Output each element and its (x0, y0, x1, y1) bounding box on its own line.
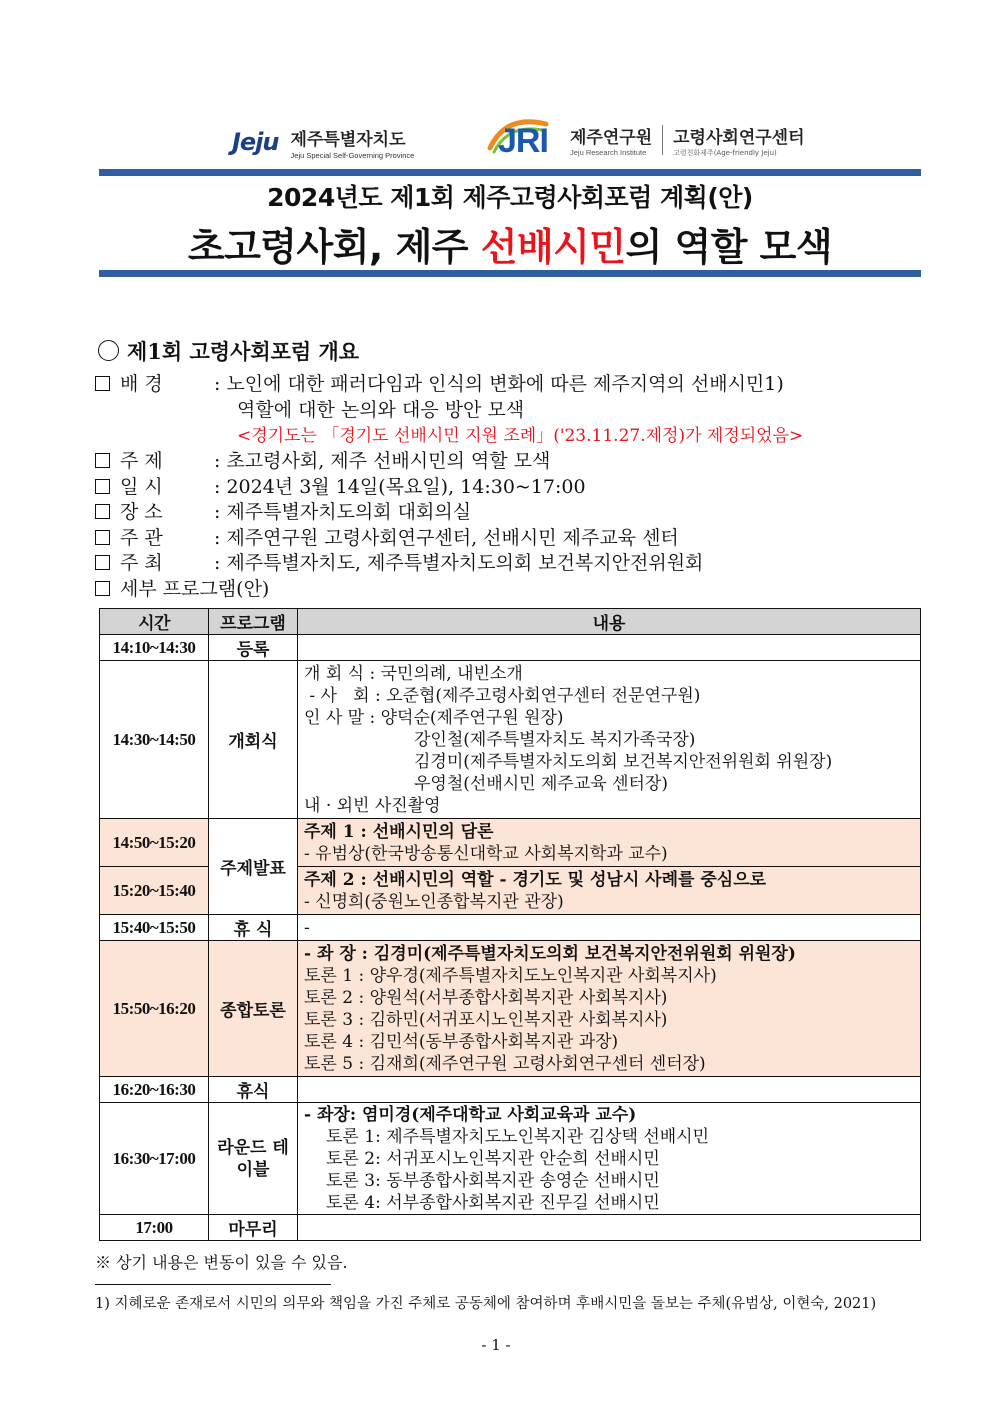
content-line: 토론 1: 제주특별자치도노인복지관 김상택 선배시민 (326, 1126, 710, 1147)
time-cell: 16:30~17:00 (100, 1103, 209, 1215)
program-cell: 주제발표 (209, 819, 298, 915)
table-row (100, 1215, 921, 1241)
time-cell: 14:30~14:50 (100, 661, 209, 819)
checkbox-square-icon (95, 376, 110, 391)
title-part-b: 의 역할 모색 (625, 225, 833, 269)
jeju-wordmark: Jeju (232, 128, 279, 156)
content-line: - 유범상(한국방송통신대학교 사회복지학과 교수) (304, 843, 668, 864)
time-cell: 14:50~15:20 (100, 819, 209, 867)
overview-heading (98, 336, 359, 366)
checkbox-square-icon (95, 453, 110, 468)
age-center-english: 고령친화제주(Age-friendly Jeju) (673, 148, 777, 157)
content-line: 강인철(제주특별자치도 복지가족국장) (414, 729, 696, 750)
jri-mark (484, 118, 566, 162)
item-value: : 2024년 3월 14일(목요일), 14:30~17:00 (214, 476, 586, 498)
circle-icon (98, 340, 119, 361)
content-cell (298, 635, 921, 661)
content-line: 내 · 외빈 사진촬영 (304, 795, 441, 816)
content-cell (298, 1077, 921, 1103)
time-cell: 17:00 (100, 1215, 209, 1241)
jri-wordmark: JRI (498, 122, 548, 160)
time-cell: 16:20~16:30 (100, 1077, 209, 1103)
age-center-korean: 고령사회연구센터 (673, 127, 805, 148)
content-line: - 좌장: 염미경(제주대학교 사회교육과 교수) (304, 1104, 637, 1125)
overview-item-program (95, 574, 269, 601)
content-line: - 신명희(중원노인종합복지관 관장) (304, 891, 564, 912)
jri-logo-english: Jeju Research Institute (570, 148, 647, 157)
footnote-divider (95, 1284, 331, 1285)
content-cell (298, 661, 921, 819)
table-row (100, 661, 921, 819)
overview-item-theme (95, 446, 550, 473)
overview-item-host (95, 548, 703, 575)
program-cell: 등록 (209, 635, 298, 661)
content-line: - 좌 장 : 김경미(제주특별자치도의회 보건복지안전위원회 위원장) (304, 943, 796, 964)
content-line: 토론 4 : 김민석(동부종합사회복지관 과장) (304, 1031, 619, 1052)
content-cell (298, 941, 921, 1077)
table-row (100, 819, 921, 867)
content-line: 토론 3: 동부종합사회복지관 송영순 선배시민 (326, 1170, 660, 1191)
footnote: 1) 지혜로운 존재로서 시민의 의무와 책임을 가진 주체로 공동체에 참여하며 후배시민을 돌보는 주체(유범상, 이현숙, 2021) (95, 1296, 877, 1312)
program-cell: 휴 식 (209, 915, 298, 941)
overview-item-background (95, 369, 784, 396)
checkbox-square-icon (95, 479, 110, 494)
time-cell: 15:40~15:50 (100, 915, 209, 941)
item-value: : 제주특별자치도, 제주특별자치도의회 보건복지안전위원회 (214, 552, 704, 574)
content-line: 주제 1 : 선배시민의 담론 (304, 821, 494, 842)
checkbox-square-icon (95, 504, 110, 519)
content-line: 토론 1 : 양우경(제주특별자치도노인복지관 사회복지사) (304, 965, 717, 986)
title-highlight: 선배시민 (480, 225, 626, 269)
item-value: : 제주특별자치도의회 대회의실 (214, 501, 472, 523)
time-cell: 15:50~16:20 (100, 941, 209, 1077)
overview-item-background-cont: 역할에 대한 논의와 대응 방안 모색 (237, 399, 525, 421)
content-line: 토론 2 : 양원석(서부종합사회복지관 사회복지사) (304, 987, 668, 1008)
jeju-logo-english: Jeju Special Self-Governing Province (290, 150, 415, 160)
item-label: 주 최 (120, 552, 163, 574)
checkbox-square-icon (95, 555, 110, 570)
content-line: 우영철(선배시민 제주교육 센터장) (414, 773, 668, 794)
overview-item-organizer (95, 523, 679, 550)
title-part-a: 초고령사회, 제주 (187, 225, 481, 269)
table-row (100, 941, 921, 1077)
table-row (100, 635, 921, 661)
item-value: : 노인에 대한 패러다임과 인식의 변화에 따른 제주지역의 선배시민1) (214, 373, 784, 395)
program-cell: 종합토론 (209, 941, 298, 1077)
program-table (99, 608, 921, 1241)
checkbox-square-icon (95, 581, 110, 596)
item-label: 일 시 (120, 476, 163, 498)
overview-item-datetime (95, 472, 586, 499)
checkbox-square-icon (95, 530, 110, 545)
jeju-logo-korean: 제주특별자치도 (290, 129, 406, 150)
header-time: 시간 (100, 609, 209, 635)
title-top-bar (99, 169, 921, 176)
content-line: 토론 4: 서부종합사회복지관 진무길 선배시민 (326, 1192, 660, 1213)
content-line: 토론 3 : 김하민(서귀포시노인복지관 사회복지사) (304, 1009, 668, 1030)
header-program: 프로그램 (209, 609, 298, 635)
program-cell: 개회식 (209, 661, 298, 819)
content-line: - 사 회 : 오준협(제주고령사회연구센터 전문연구원) (304, 685, 701, 706)
program-cell: 라운드 테이블 (209, 1103, 298, 1215)
document-title (99, 216, 921, 271)
item-label: 배 경 (120, 373, 163, 395)
item-value: : 제주연구원 고령사회연구센터, 선배시민 제주교육 센터 (214, 527, 679, 549)
content-line: 토론 2: 서귀포시노인복지관 안순희 선배시민 (326, 1148, 660, 1169)
overview-heading-text: 제1회 고령사회포럼 개요 (127, 339, 360, 364)
item-label: 장 소 (120, 501, 163, 523)
time-cell: 15:20~15:40 (100, 867, 209, 915)
header-content: 내용 (298, 609, 921, 635)
table-header-row (100, 609, 921, 635)
change-notice: ※ 상기 내용은 변동이 있을 수 있음. (95, 1253, 348, 1272)
jri-logo (484, 118, 805, 162)
content-line: 인 사 말 : 양덕순(제주연구원 원장) (304, 707, 564, 728)
title-bottom-bar (99, 270, 921, 277)
program-cell: 마무리 (209, 1215, 298, 1241)
content-cell (298, 1215, 921, 1241)
overview-item-venue (95, 497, 471, 524)
item-label: 주 제 (120, 450, 163, 472)
jri-logo-korean: 제주연구원 (570, 128, 653, 148)
content-cell (298, 1103, 921, 1215)
item-label: 세부 프로그램(안) (120, 578, 270, 600)
item-value: : 초고령사회, 제주 선배시민의 역할 모색 (214, 450, 551, 472)
document-subtitle: 2024년도 제1회 제주고령사회포럼 계획(안) (267, 183, 753, 212)
content-line: 토론 5 : 김재희(제주연구원 고령사회연구센터 센터장) (304, 1053, 706, 1074)
time-cell: 14:10~14:30 (100, 635, 209, 661)
table-row (100, 1103, 921, 1215)
content-cell: - (298, 915, 921, 941)
table-row (100, 1077, 921, 1103)
program-cell: 휴식 (209, 1077, 298, 1103)
jeju-logo (232, 122, 414, 162)
content-cell (298, 819, 921, 867)
overview-note: <경기도는 「경기도 선배시민 지원 조례」('23.11.27.제정)가 제정되었음> (237, 426, 804, 446)
table-row (100, 915, 921, 941)
page-number: - 1 - (481, 1336, 511, 1354)
content-line: 주제 2 : 선배시민의 역할 - 경기도 및 성남시 사례를 중심으로 (304, 869, 767, 890)
item-label: 주 관 (120, 527, 163, 549)
logo-divider (662, 125, 663, 155)
content-line: 개 회 식 : 국민의례, 내빈소개 (304, 663, 523, 684)
content-cell (298, 867, 921, 915)
content-line: 김경미(제주특별자치도의회 보건복지안전위원회 위원장) (414, 751, 833, 772)
